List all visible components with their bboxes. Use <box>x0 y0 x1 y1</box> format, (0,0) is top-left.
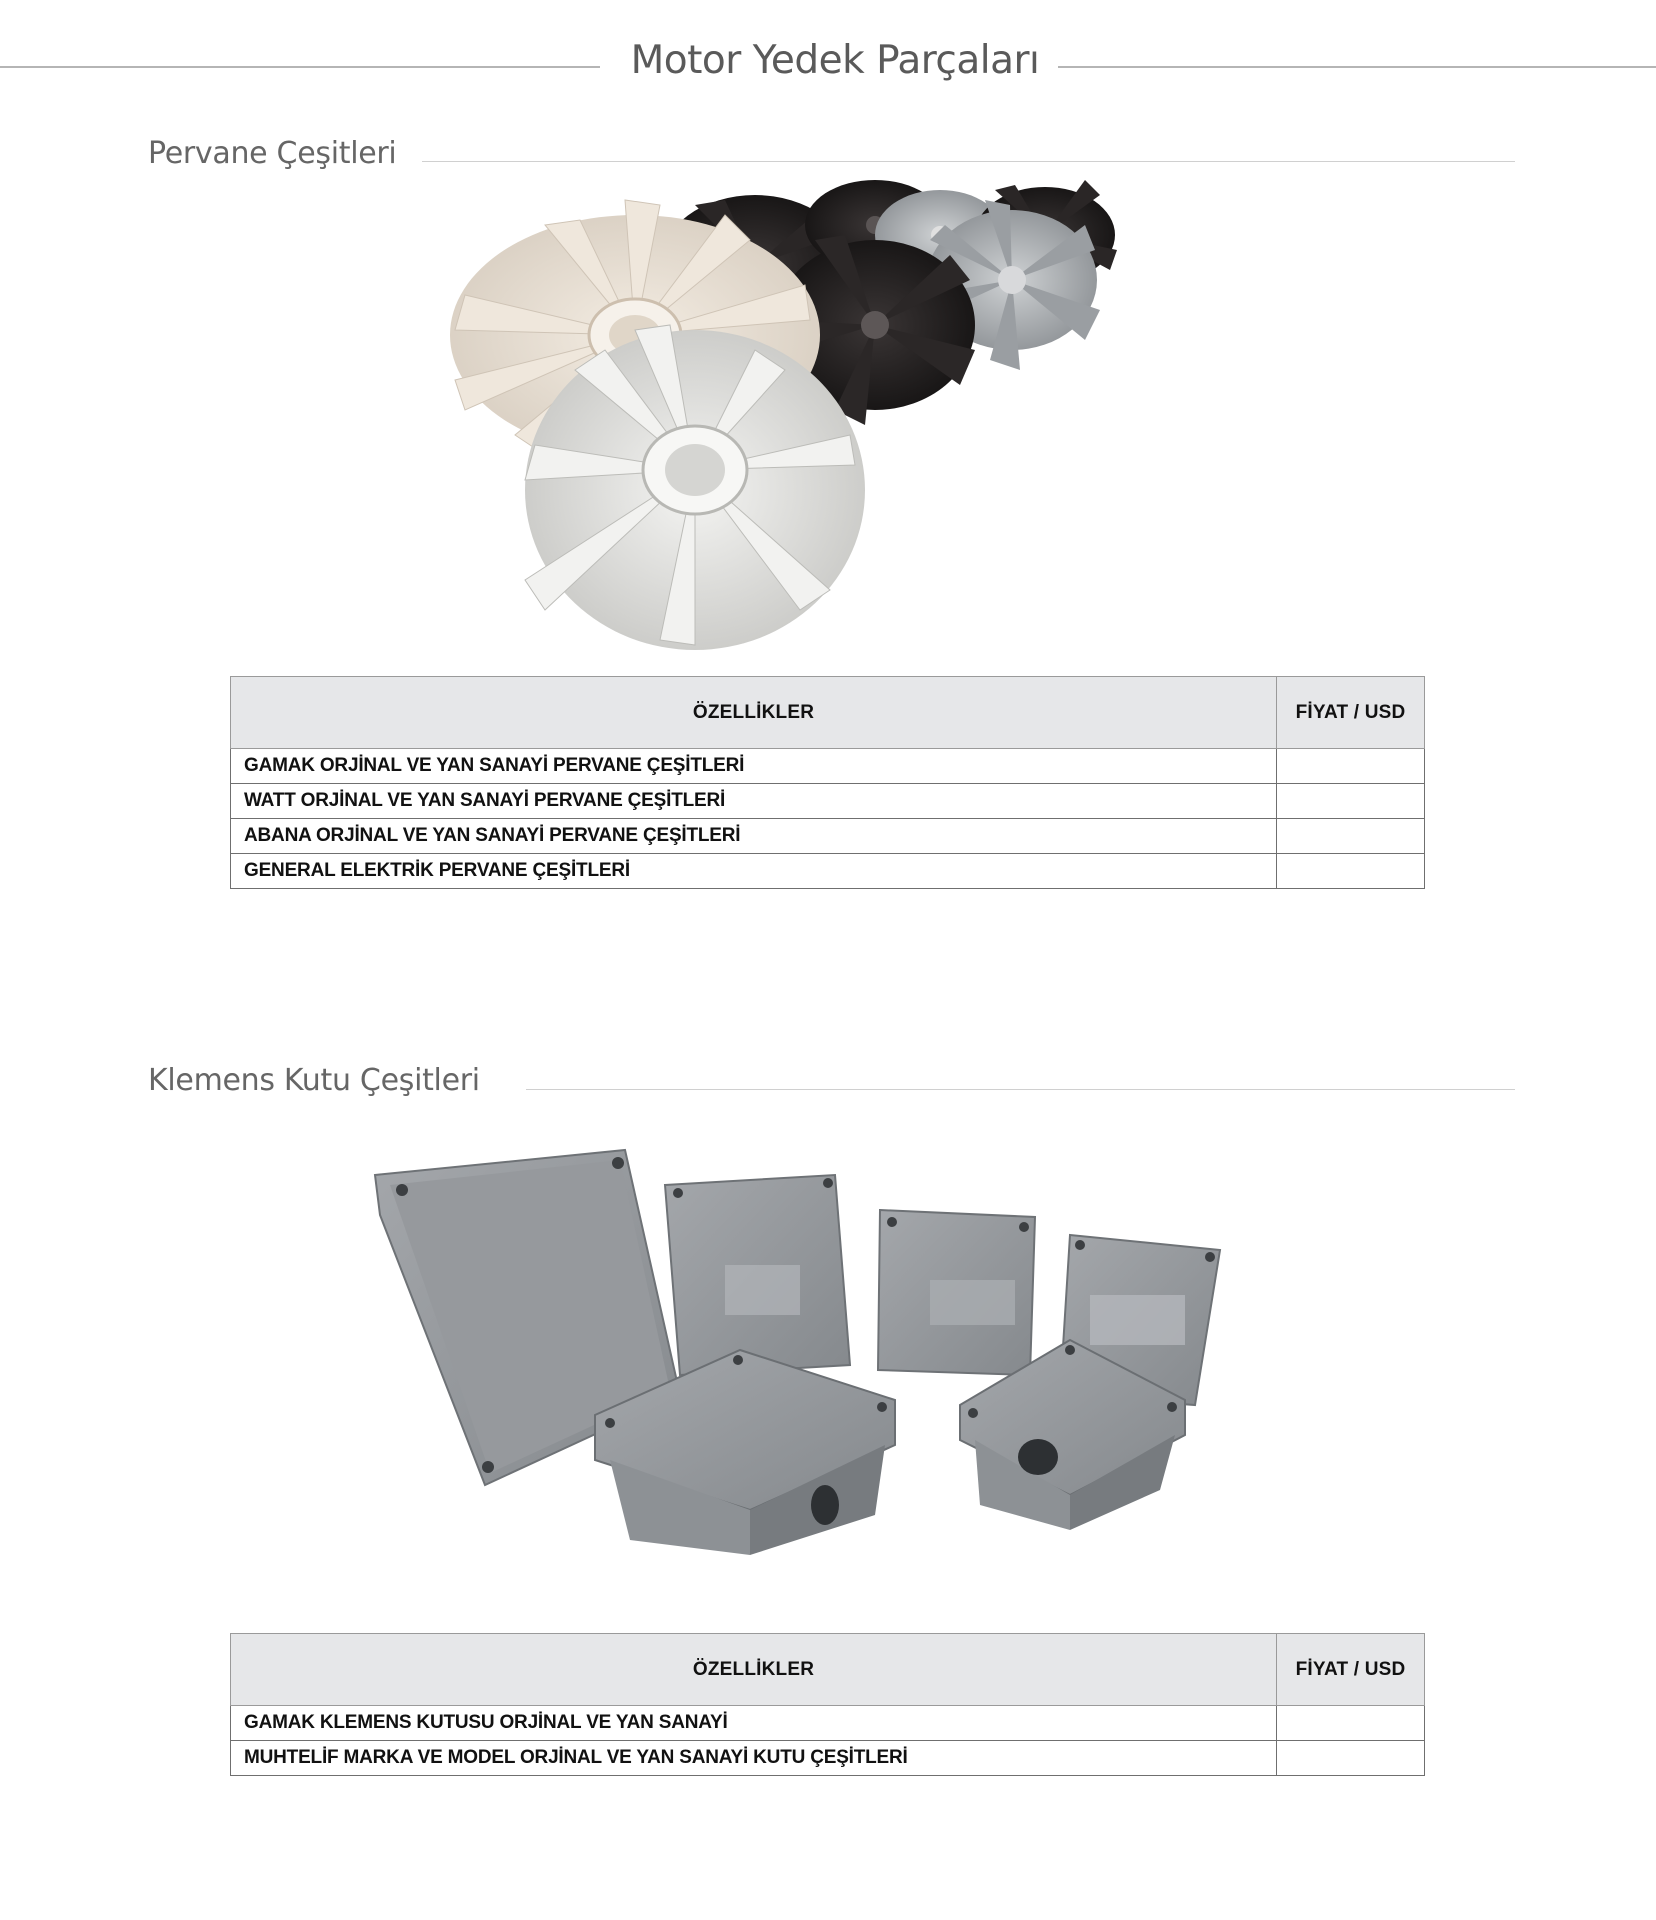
section-title-klemens: Klemens Kutu Çeşitleri <box>148 1063 480 1098</box>
row-price <box>1277 854 1425 889</box>
row-price <box>1277 1741 1425 1776</box>
section-rule-pervane <box>422 161 1515 162</box>
table-header-row <box>231 677 1425 749</box>
table-row <box>231 1741 1425 1776</box>
terminal-box-photo <box>370 1145 1230 1565</box>
pervane-table <box>230 676 1425 889</box>
fan-photo <box>395 180 1130 660</box>
row-desc: GAMAK ORJİNAL VE YAN SANAYİ PERVANE ÇEŞİTLERİ <box>231 749 1277 784</box>
title-rule-left <box>0 66 600 68</box>
klemens-table <box>230 1633 1425 1776</box>
row-desc: GENERAL ELEKTRİK PERVANE ÇEŞİTLERİ <box>231 854 1277 889</box>
row-desc: WATT ORJİNAL VE YAN SANAYİ PERVANE ÇEŞİTLERİ <box>231 784 1277 819</box>
header-ozellikler: ÖZELLİKLER <box>231 677 1277 749</box>
row-desc: ABANA ORJİNAL VE YAN SANAYİ PERVANE ÇEŞİTLERİ <box>231 819 1277 854</box>
section-title-pervane: Pervane Çeşitleri <box>148 136 397 171</box>
page-title: Motor Yedek Parçaları <box>630 38 1040 83</box>
title-rule-right <box>1058 66 1656 68</box>
row-desc: GAMAK KLEMENS KUTUSU ORJİNAL VE YAN SANAYİ <box>231 1706 1277 1741</box>
lid-medium <box>665 1175 850 1375</box>
header-fiyat: FİYAT / USD <box>1277 1634 1425 1706</box>
row-price <box>1277 819 1425 854</box>
row-price <box>1277 1706 1425 1741</box>
table-header-row <box>231 1634 1425 1706</box>
table-row <box>231 819 1425 854</box>
table-row <box>231 749 1425 784</box>
table-row <box>231 784 1425 819</box>
section-rule-klemens <box>526 1089 1515 1090</box>
row-desc: MUHTELİF MARKA VE MODEL ORJİNAL VE YAN SANAYİ KUTU ÇEŞİTLERİ <box>231 1741 1277 1776</box>
row-price <box>1277 784 1425 819</box>
header-ozellikler: ÖZELLİKLER <box>231 1634 1277 1706</box>
header-fiyat: FİYAT / USD <box>1277 677 1425 749</box>
table-row <box>231 1706 1425 1741</box>
row-price <box>1277 749 1425 784</box>
lid-small-1 <box>878 1210 1035 1375</box>
table-row <box>231 854 1425 889</box>
